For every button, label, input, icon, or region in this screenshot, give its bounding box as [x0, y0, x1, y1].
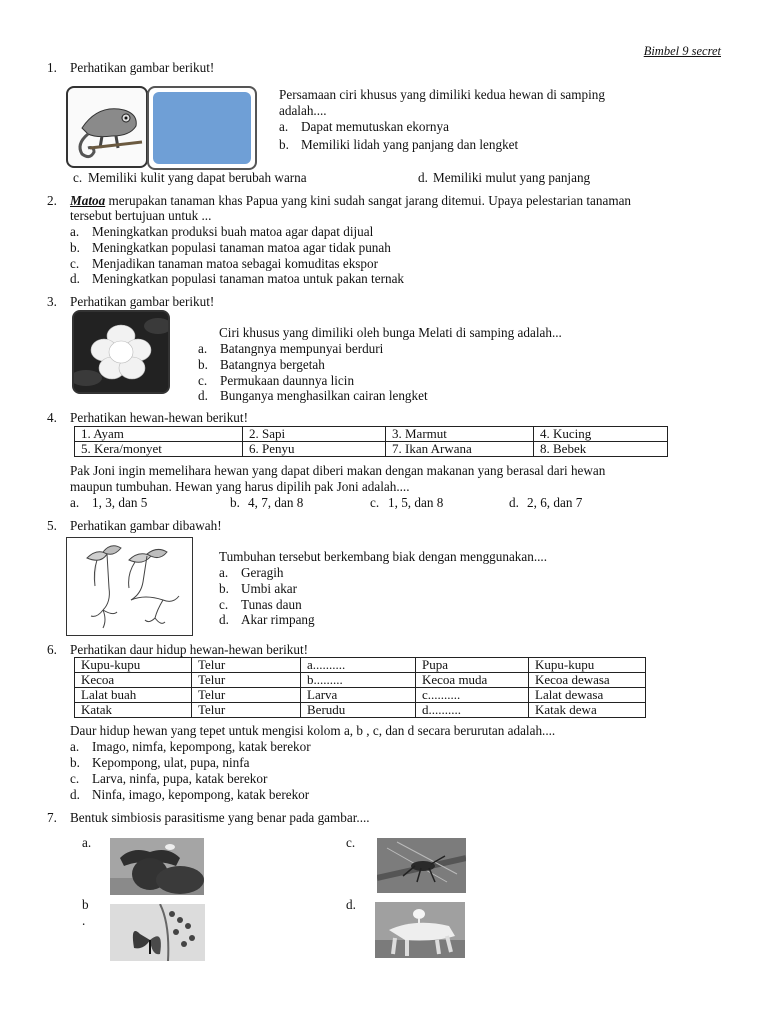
cattle-egret-image [375, 902, 465, 958]
q6-option-a: a. Imago, nimfa, kepompong, katak berekor [70, 739, 311, 754]
table-cell: Telur [192, 703, 301, 718]
q5-option-c: c. Tunas daun [219, 597, 302, 612]
q7-intro: Bentuk simbiosis parasitisme yang benar pada gambar.... [70, 810, 370, 825]
table-cell: Telur [192, 658, 301, 673]
q2-option-a: a. Meningkatkan produksi buah matoa agar dapat dijual [70, 224, 374, 239]
q5-option-a: a. Geragih [219, 565, 284, 580]
q6-option-d: d. Ninfa, imago, kepompong, katak berekor [70, 787, 310, 802]
table-cell: Kecoa muda [416, 673, 529, 688]
table-cell: 6. Penyu [243, 442, 386, 457]
table-cell: Katak [75, 703, 192, 718]
q1-intro: Perhatikan gambar berikut! [70, 60, 215, 75]
table-cell: Katak dewa [529, 703, 646, 718]
insect-image [377, 838, 466, 893]
q3-option-c: c. Permukaan daunnya licin [198, 373, 355, 388]
butterfly-flower-image [110, 904, 205, 961]
table-cell: Kecoa dewasa [529, 673, 646, 688]
table-row [75, 688, 646, 703]
table-cell: Telur [192, 688, 301, 703]
q2-number: 2. [47, 193, 57, 208]
q6-intro: Perhatikan daur hidup hewan-hewan berikut! [70, 642, 309, 657]
table-cell: 3. Marmut [386, 427, 534, 442]
table-cell: 5. Kera/monyet [75, 442, 243, 457]
table-cell: 7. Ikan Arwana [386, 442, 534, 457]
table-cell: Telur [192, 673, 301, 688]
q3-intro: Perhatikan gambar berikut! [70, 294, 215, 309]
table-cell: 2. Sapi [243, 427, 386, 442]
plant-rhizome-image [66, 537, 193, 636]
q1-stem-line1: Persamaan ciri khusus yang dimiliki kedua hewan di samping [279, 87, 605, 102]
q3-option-b: b. Batangnya bergetah [198, 357, 325, 372]
q5-option-b: b. Umbi akar [219, 581, 298, 596]
q6-number: 6. [47, 642, 57, 657]
q1-stem-line2: adalah.... [279, 103, 327, 118]
q5-intro: Perhatikan gambar dibawah! [70, 518, 222, 533]
q2-stem-line2: tersebut bertujuan untuk ... [70, 208, 212, 223]
table-cell: 4. Kucing [534, 427, 668, 442]
q6-option-c: c. Larva, ninfa, pupa, katak berekor [70, 771, 268, 786]
q1-option-b: b. Memiliki lidah yang panjang dan lengket [279, 137, 519, 152]
table-row [75, 673, 646, 688]
table-cell: a.......... [301, 658, 416, 673]
q3-stem: Ciri khusus yang dimiliki oleh bunga Melati di samping adalah... [219, 325, 562, 340]
table-row [75, 427, 668, 442]
header-label: Bimbel 9 secret [643, 44, 721, 58]
q2-keyword: Matoa [70, 193, 106, 208]
table-cell: Lalat buah [75, 688, 192, 703]
q4-intro: Perhatikan hewan-hewan berikut! [70, 410, 248, 425]
q1-option-a: a. Dapat memutuskan ekornya [279, 119, 449, 134]
table-cell: Larva [301, 688, 416, 703]
table-cell: 1. Ayam [75, 427, 243, 442]
table-row [75, 703, 646, 718]
table-row [75, 442, 668, 457]
q2-option-d: d. Meningkatkan populasi tanaman matoa untuk pakan ternak [70, 271, 405, 286]
q6-lifecycle-table [74, 657, 646, 718]
q4-option-a: a. 1, 3, dan 5 [70, 495, 148, 510]
q2-option-c: c. Menjadikan tanaman matoa sebagai komuditas ekspor [70, 256, 379, 271]
q6-stem: Daur hidup hewan yang tepet untuk mengisi kolom a, b , c, dan d secara berurutan adalah.... [70, 723, 556, 738]
table-cell: d.......... [416, 703, 529, 718]
q7-number: 7. [47, 810, 57, 825]
q7-label-a: a. [82, 835, 92, 850]
q3-option-d: d. Bunganya menghasilkan cairan lengket [198, 388, 428, 403]
table-cell: Kecoa [75, 673, 192, 688]
table-cell: 8. Bebek [534, 442, 668, 457]
chameleon-image [66, 86, 148, 168]
table-cell: Kupu-kupu [75, 658, 192, 673]
table-cell: Kupu-kupu [529, 658, 646, 673]
q4-option-b: b. 4, 7, dan 8 [230, 495, 304, 510]
table-cell: Pupa [416, 658, 529, 673]
q7-label-d: d. [346, 897, 356, 912]
q5-number: 5. [47, 518, 57, 533]
q4-stem-line2: maupun tumbuhan. Hewan yang harus dipilih pak Joni adalah.... [70, 479, 410, 494]
table-cell: c.......... [416, 688, 529, 703]
table-cell: b......... [301, 673, 416, 688]
q3-option-a: a. Batangnya mempunyai berduri [198, 341, 384, 356]
q7-label-b: b [82, 897, 89, 912]
q7-label-b-dot: . [82, 913, 86, 928]
q7-label-c: c. [346, 835, 356, 850]
q5-option-d: d. Akar rimpang [219, 612, 315, 627]
q5-stem: Tumbuhan tersebut berkembang biak dengan menggunakan.... [219, 549, 548, 564]
jasmine-flower-image [72, 310, 170, 394]
q2-stem-line1: Matoa merupakan tanaman khas Papua yang kini sudah sangat jarang ditemui. Upaya pelestarian tanaman [70, 193, 632, 208]
placeholder-image [147, 86, 257, 170]
q6-option-b: b. Kepompong, ulat, pupa, ninfa [70, 755, 250, 770]
table-cell: Lalat dewasa [529, 688, 646, 703]
q3-number: 3. [47, 294, 57, 309]
q4-animal-table [74, 426, 668, 457]
q4-number: 4. [47, 410, 57, 425]
buffalo-bird-image [110, 838, 204, 895]
q4-option-c: c. 1, 5, dan 8 [370, 495, 444, 510]
q1-option-d: d. Memiliki mulut yang panjang [418, 170, 591, 185]
q1-number: 1. [47, 60, 57, 75]
table-cell: Berudu [301, 703, 416, 718]
table-row [75, 658, 646, 673]
q1-option-c: c. Memiliki kulit yang dapat berubah warna [73, 170, 307, 185]
q4-option-d: d. 2, 6, dan 7 [509, 495, 583, 510]
q2-option-b: b. Meningkatkan populasi tanaman matoa agar tidak punah [70, 240, 391, 255]
q4-stem-line1: Pak Joni ingin memelihara hewan yang dapat diberi makan dengan makanan yang berasal dari hewan [70, 463, 606, 478]
